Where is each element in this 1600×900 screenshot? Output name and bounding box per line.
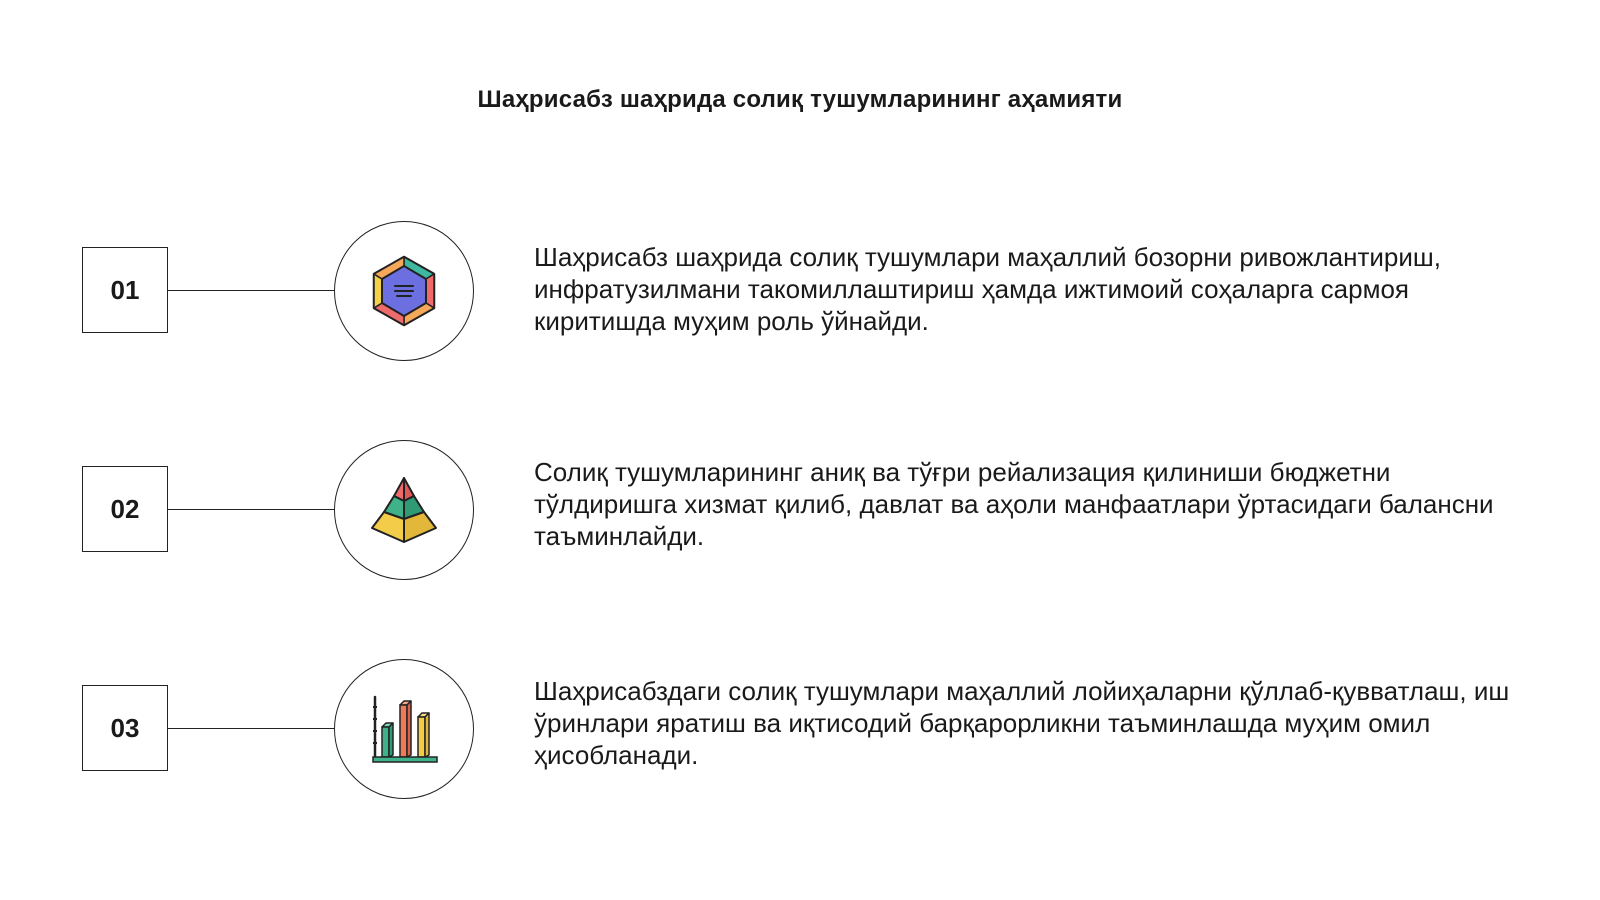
connector-line xyxy=(168,728,334,729)
list-item xyxy=(0,221,1600,361)
icon-circle xyxy=(334,659,474,799)
item-description: Солиқ тушумларининг аниқ ва тўғри рейализация қилиниши бюджетни тўлдиришга хизмат қилиб, давлат ва аҳоли манфаатлари ўртасидаги балансни таъминлайди. xyxy=(534,457,1494,551)
step-number-box: 01 xyxy=(82,247,168,333)
hexagon-icon xyxy=(364,251,444,331)
step-number-box: 02 xyxy=(82,466,168,552)
list-item xyxy=(0,440,1600,580)
page-title: Шаҳрисабз шаҳрида солиқ тушумларининг аҳамияти xyxy=(477,86,1123,113)
step-number-box: 03 xyxy=(82,685,168,771)
connector-line xyxy=(168,509,334,510)
connector-line xyxy=(168,290,334,291)
list-item xyxy=(0,659,1600,799)
pyramid-icon xyxy=(364,470,444,550)
bar-chart-icon xyxy=(364,689,444,769)
icon-circle xyxy=(334,440,474,580)
item-description: Шаҳрисабздаги солиқ тушумлари маҳаллий лойиҳаларни қўллаб-қувватлаш, иш ўринлари яратиш ва иқтисодий барқарорликни таъминлашда муҳим омил ҳисобланади. xyxy=(534,676,1510,770)
icon-circle xyxy=(334,221,474,361)
item-description: Шаҳрисабз шаҳрида солиқ тушумлари маҳаллий бозорни ривожлантириш, инфратузилмани такомиллаштириш ҳамда ижтимоий соҳаларга сармоя киритишда муҳим роль ўйнайди. xyxy=(534,242,1441,336)
